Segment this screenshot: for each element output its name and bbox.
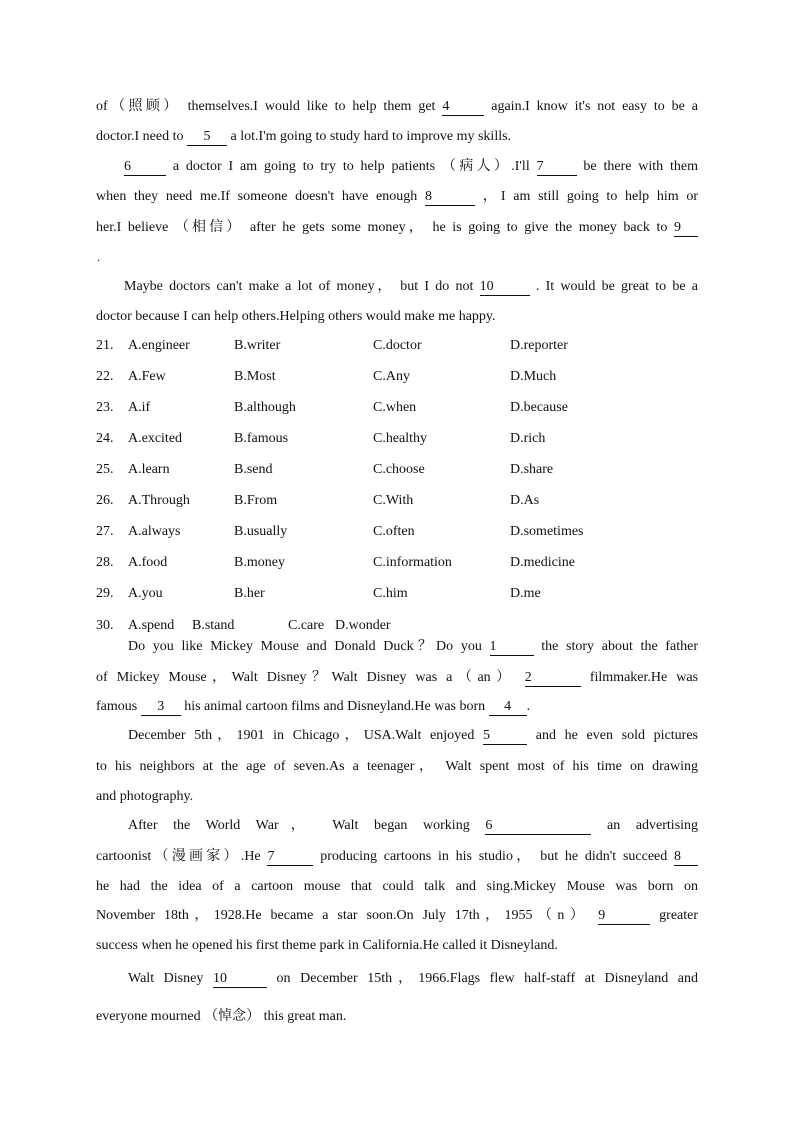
question-number: 25. [96, 462, 114, 477]
text: After the World War， Walt began working [128, 818, 470, 833]
option-b: B.money [234, 555, 285, 570]
text: November 18th，1928.He became a star soon.On July 17th，1955（n） [96, 908, 590, 923]
blank-8: 8 [674, 849, 698, 866]
text: Walt Disney [128, 971, 204, 986]
text: . It would be great to be a [535, 279, 699, 294]
option-c: C.information [373, 555, 452, 570]
p6-line-2 [96, 847, 698, 867]
option-a: A.Few [128, 369, 166, 384]
text: a doctor I am going to try to help patients （病人）.I'll [172, 159, 530, 174]
blank-7: 7 [267, 849, 313, 866]
option-b: B.From [234, 493, 278, 508]
text: Do you like Mickey Mouse and Donald Duck？Do you [128, 639, 482, 654]
text: producing cartoons in his studio， but he didn't succeed [320, 849, 668, 864]
option-b: B.famous [234, 431, 289, 446]
p7-line-2: everyone mourned （悼念） this great man. [96, 1009, 347, 1024]
blank-7: 7 [537, 159, 577, 176]
option-a: A.excited [128, 431, 183, 446]
q30-option-c: C.care [288, 618, 325, 633]
q30-option-d: D.wonder [335, 618, 391, 633]
blank-6: 6 [124, 159, 166, 176]
text: cartoonist（漫画家）.He [96, 849, 261, 864]
text: of（照顾） themselves.I would like to help them get [96, 99, 436, 114]
text: again.I know it's not easy to be a [491, 99, 698, 114]
text: on December 15th，1966.Flags flew half-staff at Disneyland and [276, 971, 699, 986]
option-d: D.share [510, 462, 554, 477]
q30-option-a: A.spend [128, 618, 175, 633]
p4-line-2 [96, 668, 698, 688]
blank-10: 10 [213, 971, 267, 988]
option-c: C.when [373, 400, 417, 415]
text: be there with them [583, 159, 699, 174]
text: a lot.I'm going to study hard to improve my skills. [230, 129, 512, 144]
p2-line-1 [124, 157, 698, 177]
question-number: 27. [96, 524, 114, 539]
blank-8: 8 [425, 189, 475, 206]
text: . [526, 699, 531, 714]
question-number: 26. [96, 493, 114, 508]
option-a: A.learn [128, 462, 170, 477]
option-d: D.Much [510, 369, 557, 384]
question-number: 28. [96, 555, 114, 570]
option-a: A.always [128, 524, 181, 539]
p3-line-2: doctor because I can help others.Helping others would make me happy. [96, 309, 496, 324]
question-number: 22. [96, 369, 114, 384]
option-b: B.although [234, 400, 296, 415]
blank-5: 5 [483, 728, 527, 745]
question-number: 24. [96, 431, 114, 446]
p3-line-1 [124, 277, 698, 297]
option-b: B.her [234, 586, 265, 601]
option-a: A.you [128, 586, 163, 601]
option-d: D.medicine [510, 555, 575, 570]
blank-4: 4 [442, 99, 484, 116]
p1-line-2 [96, 127, 698, 147]
blank-2: 2 [525, 670, 581, 687]
option-c: C.doctor [373, 338, 422, 353]
blank-10: 10 [480, 279, 530, 296]
text: filmmaker.He was [589, 670, 699, 685]
text: greater [659, 908, 699, 923]
period: . [97, 250, 100, 264]
blank-1: 1 [490, 639, 534, 656]
blank-9: 9 [674, 220, 698, 237]
p6-line-3: he had the idea of a cartoon mouse that could talk and sing.Mickey Mouse was born on [96, 879, 698, 894]
blank-3: 3 [141, 699, 181, 716]
text: doctor.I need to [96, 129, 184, 144]
option-b: B.send [234, 462, 273, 477]
option-c: C.Any [373, 369, 410, 384]
text: of Mickey Mouse，Walt Disney？Walt Disney was a（an） [96, 670, 516, 685]
question-number: 21. [96, 338, 114, 353]
blank-6: 6 [485, 818, 591, 835]
blank-9: 9 [598, 908, 650, 925]
p4-line-1 [128, 637, 698, 657]
question-number: 23. [96, 400, 114, 415]
p5-line-2: to his neighbors at the age of seven.As a teenager， Walt spent most of his time on drawing [96, 759, 698, 774]
blank-5: 5 [187, 129, 227, 146]
text: his animal cartoon films and Disneyland.He was born [184, 699, 486, 714]
p4-line-3 [96, 697, 698, 717]
option-d: D.As [510, 493, 540, 508]
option-d: D.rich [510, 431, 546, 446]
p6-line-1 [128, 816, 698, 836]
option-c: C.healthy [373, 431, 428, 446]
option-c: C.choose [373, 462, 425, 477]
p2-line-3 [96, 218, 698, 238]
q30-num: 30. [96, 618, 114, 633]
option-c: C.him [373, 586, 408, 601]
p5-line-1 [128, 726, 698, 746]
text: her.I believe （相信） after he gets some money， he is going to give the money back to [96, 220, 668, 235]
p6-line-4 [96, 906, 698, 926]
text: Maybe doctors can't make a lot of money， but I do not [124, 279, 474, 294]
text: when they need me.If someone doesn't have enough [96, 189, 418, 204]
option-d: D.reporter [510, 338, 568, 353]
p5-line-3: and photography. [96, 789, 194, 804]
option-d: D.sometimes [510, 524, 584, 539]
p2-line-2 [96, 187, 698, 207]
text: December 5th，1901 in Chicago，USA.Walt enjoyed [128, 728, 475, 743]
option-b: B.Most [234, 369, 276, 384]
option-a: A.food [128, 555, 168, 570]
option-d: D.because [510, 400, 568, 415]
blank-4: 4 [489, 699, 527, 716]
option-b: B.writer [234, 338, 281, 353]
p1-line-1 [96, 97, 698, 117]
option-a: A.engineer [128, 338, 190, 353]
option-c: C.often [373, 524, 415, 539]
option-c: C.With [373, 493, 414, 508]
option-d: D.me [510, 586, 541, 601]
option-a: A.Through [128, 493, 190, 508]
option-b: B.usually [234, 524, 288, 539]
q30-option-b: B.stand [192, 618, 235, 633]
p7-line-1 [128, 969, 698, 989]
p6-line-5: success when he opened his first theme park in California.He called it Disneyland. [96, 938, 558, 953]
text: ，I am still going to help him or [482, 189, 699, 204]
question-number: 29. [96, 586, 114, 601]
text: an advertising [606, 818, 699, 833]
text: the story about the father [541, 639, 699, 654]
option-a: A.if [128, 400, 151, 415]
text: and he even sold pictures [535, 728, 698, 743]
text: famous [96, 699, 138, 714]
